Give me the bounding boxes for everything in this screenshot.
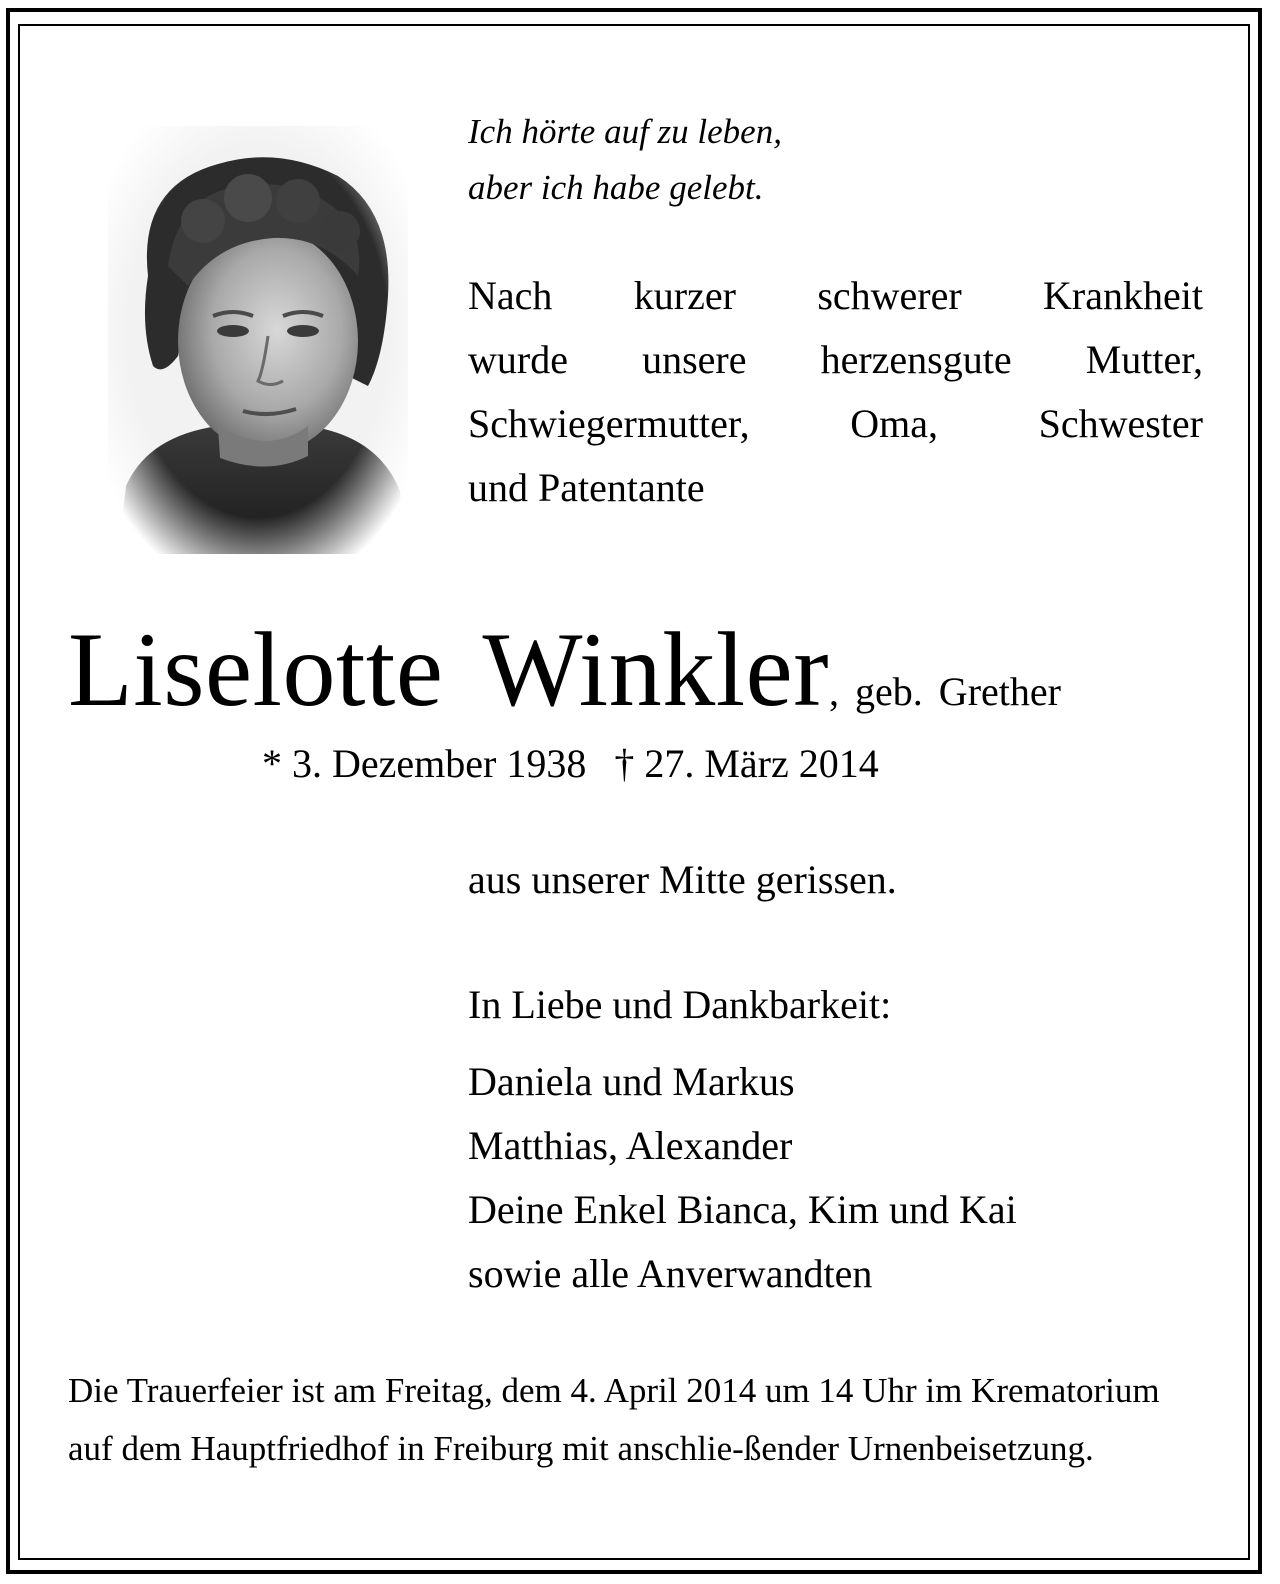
death-date: † 27. März 2014 [614, 741, 879, 786]
mourner-line: sowie alle Anverwandten [468, 1251, 873, 1296]
word: Nach [468, 273, 553, 318]
word: Schwester [1038, 401, 1203, 446]
word: unsere [642, 337, 747, 382]
closing-text: aus unserer Mitte gerissen. [468, 857, 897, 902]
motto-quote [468, 104, 1208, 216]
intro-line-1 [468, 264, 1203, 328]
life-dates [262, 736, 1062, 792]
intro-line-3 [468, 392, 1203, 456]
mourner-line: Daniela und Markus [468, 1059, 795, 1104]
word: herzensgute [820, 337, 1012, 382]
deceased-name-line [68, 610, 1208, 730]
deceased-name: Liselotte Winkler [68, 611, 830, 728]
motto-line-2: aber ich habe gelebt. [468, 168, 764, 207]
word: Schwiegermutter, [468, 401, 750, 446]
portrait-photo [108, 126, 408, 554]
word: wurde [468, 337, 568, 382]
word: Oma, [850, 401, 938, 446]
motto-line-1: Ich hörte auf zu leben, [468, 112, 782, 151]
word: schwerer [817, 273, 962, 318]
birth-date: * 3. Dezember 1938 [262, 741, 587, 786]
mourner-line: Matthias, Alexander [468, 1123, 793, 1168]
gratitude-heading: In Liebe und Dankbarkeit: [468, 982, 892, 1027]
word: Krankheit [1043, 273, 1203, 318]
intro-text [468, 264, 1203, 520]
intro-line-4: und Patentante [468, 465, 705, 510]
word: kurzer [633, 273, 736, 318]
maiden-name: , geb. Grether [829, 669, 1061, 714]
mourners-list [468, 1050, 1208, 1306]
intro-line-2 [468, 328, 1203, 392]
mourner-line: Deine Enkel Bianca, Kim und Kai [468, 1187, 1017, 1232]
funeral-notice: Die Trauerfeier ist am Freitag, dem 4. April 2014 um 14 Uhr im Krematorium auf dem Hauptfriedhof in Freiburg mit anschlie-ßender Urnenbeisetzung. [68, 1371, 1160, 1468]
word: Mutter, [1085, 337, 1203, 382]
